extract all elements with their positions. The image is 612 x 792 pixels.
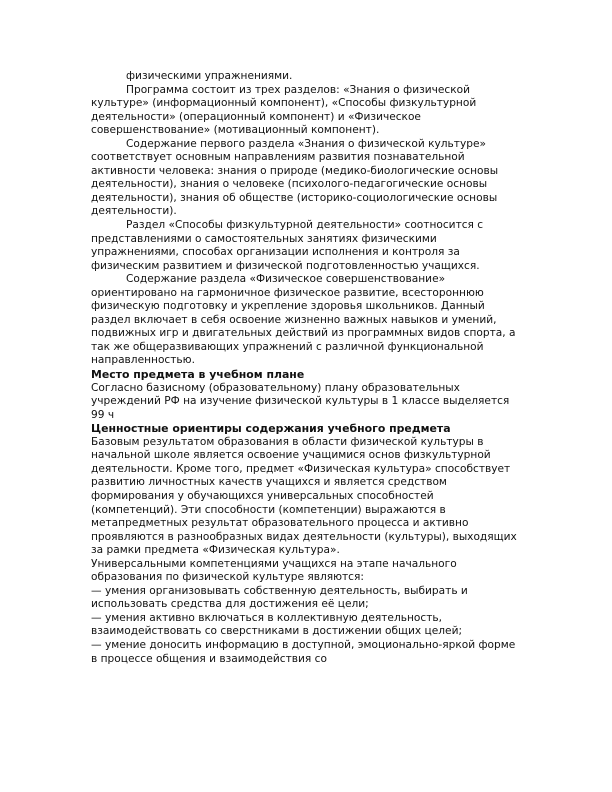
paragraph-continuation: физическими упражнениями. [126, 70, 293, 82]
paragraph-base-result: Базовым результатом образования в области физической культуры в начальной школе является освоение учащимися основ физкультурной деятельности. Кроме того, предмет «Физическая культура» способствует развитию личностных качеств учащихся и является средством формирования у обучающихся универсальных способностей (компетенций). Эти способности (компетенции) выражаются в метапредметных результат образовательного процесса и активно проявляются в разнообразных видах деятельности (культуры), выходящих за рамки предмета «Физическая культура». [91, 435, 517, 557]
list-item-organize-activity: — умения организовывать собственную деятельность, выбирать и использовать средства для достижения её цели; [91, 584, 468, 611]
paragraph-universal-competencies: Универсальными компетенциями учащихся на этапе начального образования по физической культуре являются: [91, 557, 457, 584]
paragraph-physical-improvement: Содержание раздела «Физическое совершенствование» ориентировано на гармоничное физическое развитие, всестороннюю физическую подготовку и укрепление здоровья школьников. Данный раздел включает в себя освоение жизненно важных навыков и умений, подвижных игр и двигательных действий из программных видов спорта, а так же общеразвивающих упражнений с различной функциональной направленностью. [91, 273, 516, 367]
list-item-communicate-information: — умение доносить информацию в доступной, эмоционально-яркой форме в процессе общения и взаимодействия со [91, 638, 516, 665]
paragraph-program-sections: Программа состоит из трех разделов: «Знания о физической культуре» (информационный компонент), «Способы физкультурной деятельности» (операционный компонент) и «Физическое совершенствование» (мотивационный компонент). [91, 83, 477, 137]
paragraph-curriculum-hours: Согласно базисному (образовательному) плану образовательных учреждений РФ на изучение физической культуры в 1 классе выделяется 99 ч [91, 381, 510, 421]
paragraph-activity-methods: Раздел «Способы физкультурной деятельности» соотносится с представлениями о самостоятельных занятиях физическими упражнениями, способах организации исполнения и контроля за физическим развитием и физической подготовленностью учащихся. [91, 219, 484, 272]
heading-value-orientations: Ценностные ориентиры содержания учебного предмета [91, 422, 451, 436]
list-item-collective-activity: — умения активно включаться в коллективную деятельность, взаимодействовать со сверстниками в достижении общих целей; [91, 611, 463, 638]
heading-place-in-curriculum: Место предмета в учебном плане [91, 368, 305, 382]
paragraph-knowledge-section: Содержание первого раздела «Знания о физической культуре» соответствует основным направлениям развития познавательной активности человека: знания о природе (медико-биологические основы деятельности), знания о человеке (психолого-педагогические основы деятельности), знания об обществе (историко-социологические основы деятельности). [91, 137, 499, 218]
document-body [91, 70, 523, 666]
